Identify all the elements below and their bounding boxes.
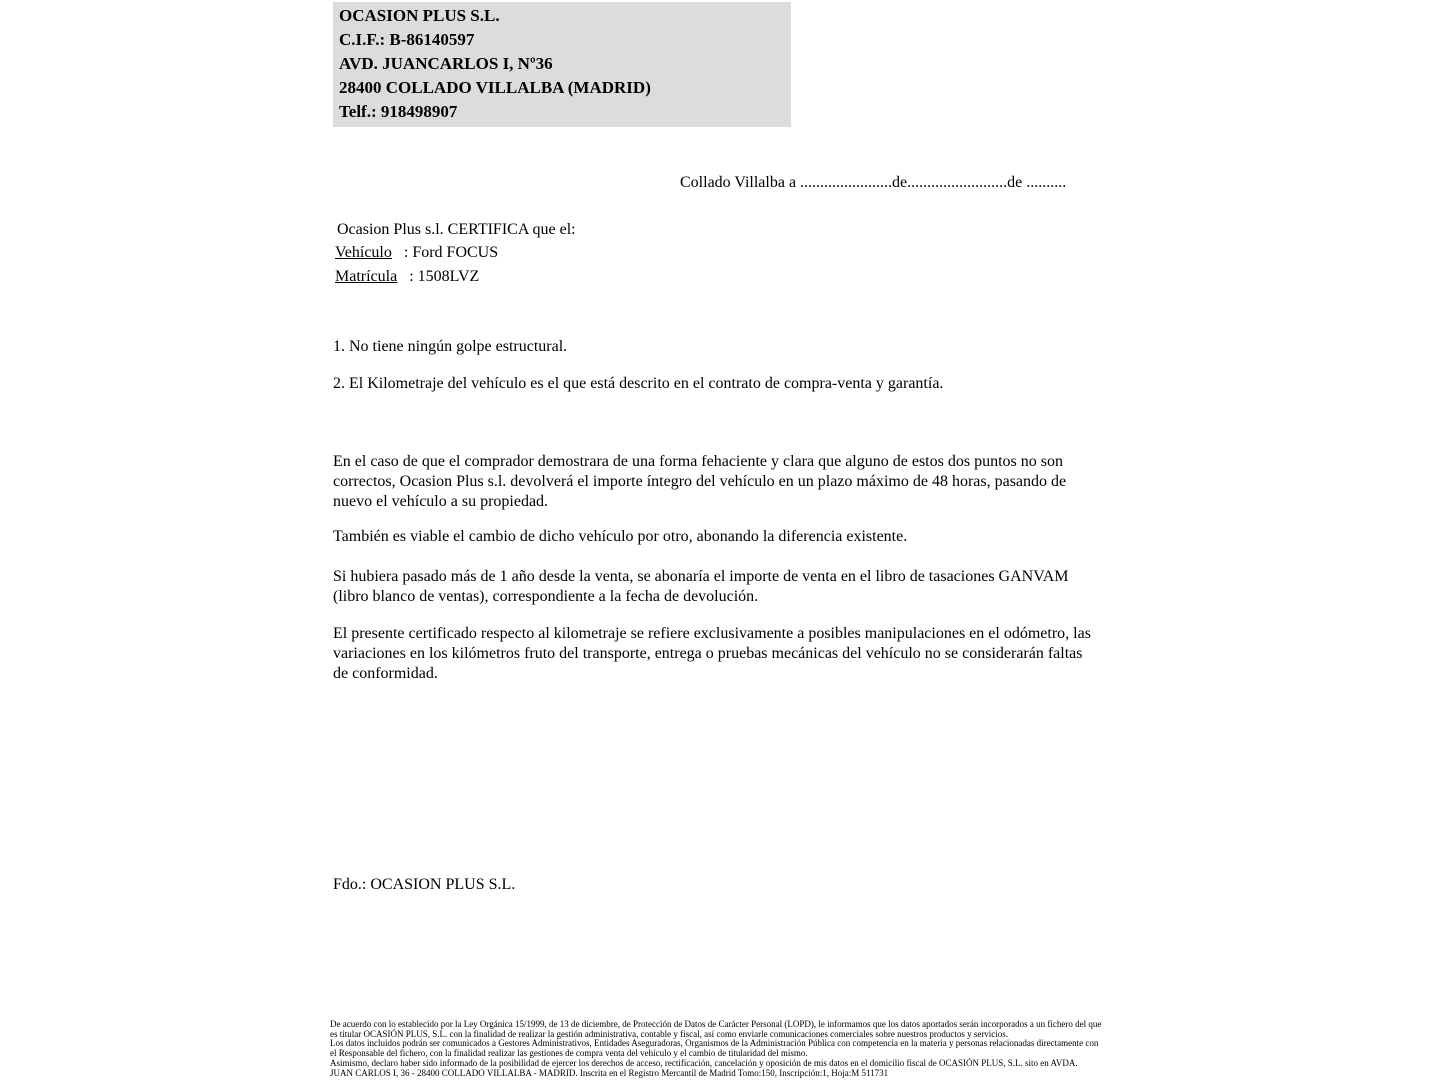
field-vehicle-label: Vehículo: [335, 244, 392, 261]
paragraph-ganvam: Si hubiera pasado más de 1 año desde la venta, se abonaría el importe de venta en el libro de tasaciones GANVAM (libro blanco de ventas), correspondiente a la fecha de devolución.: [333, 568, 1069, 605]
legal-footer-paragraph-2: Los datos incluidos podrán ser comunicados a Gestores Administrativos, Entidades Aseguradoras, Organismos de la Administración Pública con competencia en la materia y personas relacionadas directamente con el Responsable del fichero, con la finalidad realizar las gestiones de compra venta del vehículo y el cambio de titularidad del mismo.: [330, 1038, 1099, 1059]
certify-intro: Ocasion Plus s.l. CERTIFICA que el:: [337, 221, 576, 238]
field-vehicle: [335, 241, 1095, 265]
date-line: Collado Villalba a .......................de.........................de ..........: [680, 174, 1067, 191]
legal-footer: [330, 1020, 1102, 1078]
legal-footer-paragraph-3: Asimismo, declaro haber sido informado de la posibilidad de ejercer los derechos de acceso, rectificación, cancelación y oposición de mis datos en el domicilio fiscal de OCASIÓN PLUS, S.L. sito en AVDA. JUAN CARLOS I, 36 - 28400 COLLADO VILLALBA - MADRID. Inscrita en el Registro Mercantil de Madrid Tomo:150, Inscripción:1, Hoja:M 511731: [330, 1057, 1078, 1078]
certificate-point-1: 1. No tiene ningún golpe estructural.: [333, 338, 568, 355]
company-address: AVD. JUANCARLOS I, Nº36: [339, 54, 553, 73]
field-plate: [335, 265, 1095, 289]
certificate-point-2: 2. El Kilometraje del vehículo es el que está descrito en el contrato de compra-venta y garantía.: [333, 375, 944, 392]
signature-line: Fdo.: OCASION PLUS S.L.: [333, 876, 516, 893]
field-plate-value: : 1508LVZ: [409, 268, 480, 285]
paragraph-exchange: También es viable el cambio de dicho vehículo por otro, abonando la diferencia existente.: [333, 528, 908, 545]
field-plate-label: Matrícula: [335, 268, 398, 285]
company-name: OCASION PLUS S.L.: [339, 6, 500, 25]
legal-footer-paragraph-1: De acuerdo con lo establecido por la Ley Orgánica 15/1999, de 13 de diciembre, de Protección de Datos de Carácter Personal (LOPD), le informamos que los datos aportados serán incorporados a un fichero del que es titular OCASIÓN PLUS, S.L. con la finalidad de realizar la gestión administrativa, contable y fiscal, así como enviarle comunicaciones comerciales sobre nuestros productos y servicios.: [330, 1019, 1102, 1039]
field-vehicle-value: : Ford FOCUS: [403, 244, 499, 261]
company-header-box: [333, 2, 791, 127]
document-content: [333, 0, 1095, 895]
company-cif: C.I.F.: B-86140597: [339, 30, 475, 49]
paragraph-refund: En el caso de que el comprador demostrara de una forma fehaciente y clara que alguno de estos dos puntos no son correctos, Ocasion Plus s.l. devolverá el importe íntegro del vehículo en un plazo máximo de 48 horas, pasando de nuevo el vehículo a su propiedad.: [333, 453, 1067, 510]
company-phone: Telf.: 918498907: [339, 102, 458, 121]
paragraph-odometer: El presente certificado respecto al kilometraje se refiere exclusivamente a posibles manipulaciones en el odómetro, las variaciones en los kilómetros fruto del transporte, entrega o pruebas mecánicas del vehículo no se considerarán faltas de conformidad.: [333, 625, 1091, 682]
company-city: 28400 COLLADO VILLALBA (MADRID): [339, 78, 651, 97]
